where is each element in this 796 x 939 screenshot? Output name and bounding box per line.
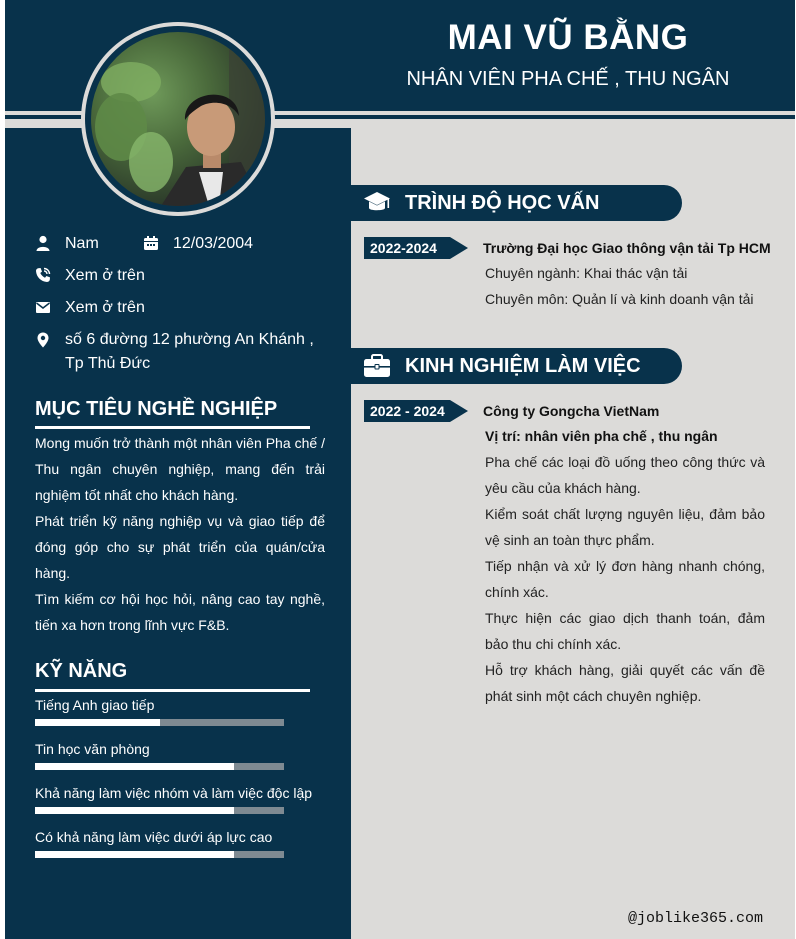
objective-title: MỤC TIÊU NGHỀ NGHIỆP <box>35 398 278 420</box>
experience-date-tag <box>364 400 470 422</box>
experience-header <box>351 348 682 384</box>
duty-item: Pha chế các loại đồ uống theo công thức và yêu cầu của khách hàng. <box>485 454 765 496</box>
company-name: Công ty Gongcha VietNam <box>483 403 660 419</box>
avatar <box>81 22 275 216</box>
profile-photo <box>91 32 265 206</box>
skills-title: KỸ NĂNG <box>35 660 128 682</box>
education-title: TRÌNH ĐỘ HỌC VẤN <box>405 192 600 214</box>
education-details <box>485 260 765 312</box>
skill-label: Tin học văn phòng <box>35 741 150 757</box>
skill-bar <box>35 763 284 770</box>
phone-value: Xem ở trên <box>65 267 145 284</box>
duty-item: Thực hiện các giao dịch thanh toán, đảm bảo thu chi chính xác. <box>485 610 765 652</box>
skill-bar-fill <box>35 719 160 726</box>
graduation-cap-icon <box>363 191 391 215</box>
education-date-tag <box>364 237 470 259</box>
address-value: số 6 đường 12 phường An Khánh , Tp Thủ Đức <box>65 331 314 372</box>
skill-bar-fill <box>35 851 234 858</box>
skill-label: Tiếng Anh giao tiếp <box>35 697 155 713</box>
experience-date: 2022 - 2024 <box>370 403 445 419</box>
skill-bar-fill <box>35 807 234 814</box>
job-position: Vị trí: nhân viên pha chế , thu ngân <box>485 428 718 444</box>
sidebar <box>5 128 351 939</box>
watermark: @joblike365.com <box>627 910 763 927</box>
resume-page <box>5 0 795 939</box>
education-header <box>351 185 682 221</box>
calendar-icon <box>143 235 159 251</box>
objective-paragraph: Mong muốn trở thành một nhân viên Pha chế / Thu ngân chuyên nghiệp, mang đến trải nghiệm tốt nhất cho khách hàng. <box>35 435 325 503</box>
education-detail: Chuyên môn: Quản lí và kinh doanh vận tải <box>485 291 754 307</box>
user-icon <box>35 235 51 251</box>
school-name: Trường Đại học Giao thông vận tải Tp HCM <box>483 240 771 256</box>
envelope-icon <box>35 299 51 315</box>
candidate-name: MAI VŨ BẰNG <box>447 18 689 57</box>
objective-text <box>35 430 325 638</box>
objective-paragraph: Tìm kiếm cơ hội học hỏi, nâng cao tay nghề, tiến xa hơn trong lĩnh vực F&B. <box>35 591 325 633</box>
duty-item: Kiểm soát chất lượng nguyên liệu, đảm bảo vệ sinh an toàn thực phẩm. <box>485 506 765 548</box>
briefcase-icon <box>363 354 391 378</box>
skill-label: Khả năng làm việc nhóm và làm việc độc lập <box>35 785 313 801</box>
objective-divider <box>35 426 310 429</box>
skills-divider <box>35 689 310 692</box>
phone-icon <box>35 267 51 283</box>
duty-item: Tiếp nhận và xử lý đơn hàng nhanh chóng, chính xác. <box>485 558 765 600</box>
duty-item: Hỗ trợ khách hàng, giải quyết các vấn đề phát sinh một cách chuyên nghiệp. <box>485 662 765 704</box>
map-pin-icon <box>35 332 51 348</box>
experience-duties <box>485 449 765 709</box>
birthdate-value: 12/03/2004 <box>173 235 254 252</box>
skill-bar <box>35 719 284 726</box>
skill-bar <box>35 851 284 858</box>
email-value: Xem ở trên <box>65 299 145 316</box>
objective-paragraph: Phát triển kỹ năng nghiệp vụ và giao tiếp để đóng góp cho sự phát triển của quán/cửa hàng. <box>35 513 325 581</box>
skill-bar-fill <box>35 763 234 770</box>
education-detail: Chuyên ngành: Khai thác vận tải <box>485 265 688 281</box>
education-date: 2022-2024 <box>370 240 437 256</box>
gender-value: Nam <box>65 235 99 252</box>
skill-bar <box>35 807 284 814</box>
skill-label: Có khả năng làm việc dưới áp lực cao <box>35 829 273 845</box>
experience-title: KINH NGHIỆM LÀM VIỆC <box>405 355 641 377</box>
job-title: NHÂN VIÊN PHA CHẾ , THU NGÂN <box>406 68 730 90</box>
